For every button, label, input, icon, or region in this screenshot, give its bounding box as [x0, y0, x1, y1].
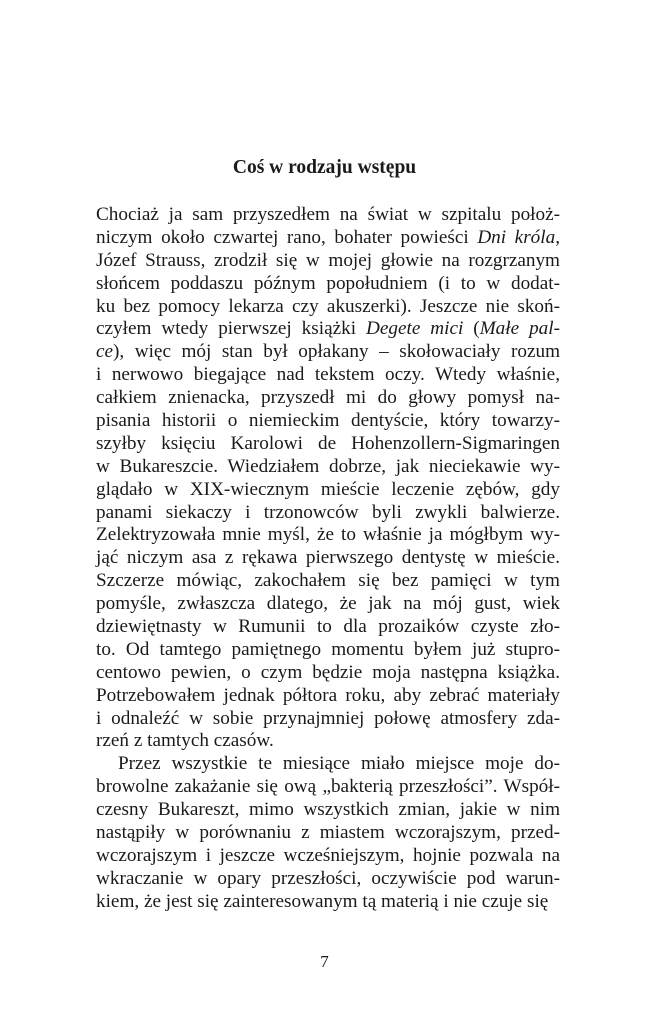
text-run: to. Od tamtego pamiętnego momentu byłem już stupro- — [96, 638, 560, 660]
text-line — [96, 227, 560, 250]
text-run: słońcem poddaszu późnym popołudniem (i to w dodat- — [96, 272, 560, 294]
text-run: nastąpiły w porównaniu z miastem wczorajszym, przed- — [96, 822, 560, 844]
italic-title: ce — [96, 341, 114, 363]
text-run: rzeń z tamtych czasów. — [96, 730, 274, 752]
text-run: szyłby księciu Karolowi de Hohenzollern-Sigmaringen — [96, 432, 560, 454]
text-line — [96, 502, 560, 525]
text-run: Chociaż ja sam przyszedłem na świat w szpitalu położ- — [96, 204, 560, 225]
page-number: 7 — [320, 952, 329, 971]
text-run: glądało w XIX-wiecznym mieście leczenie zębów, gdy — [96, 478, 560, 500]
text-line — [96, 318, 560, 341]
text-line — [96, 341, 560, 364]
text-run: niczym około czwartej rano, bohater powieści — [96, 226, 478, 248]
text-line — [96, 822, 560, 845]
text-line — [96, 479, 560, 502]
text-line — [96, 616, 560, 639]
text-run: centowo pewien, o czym będzie moja następna książka. — [96, 661, 560, 683]
italic-title: Degete mici — [366, 318, 464, 340]
text-run: ), więc mój stan był opłakany – skołowaciały rozum — [113, 341, 560, 363]
text-run: dziewiętnasty w Rumunii to dla prozaików czyste zło- — [96, 616, 560, 638]
text-line — [96, 547, 560, 570]
text-run: wczorajszym i jeszcze wcześniejszym, hojnie pozwala na — [96, 844, 560, 866]
text-line — [96, 708, 560, 731]
text-run: Potrzebowałem jednak półtora roku, aby zebrać materiały — [96, 684, 560, 706]
text-line — [96, 730, 560, 753]
text-line — [96, 845, 560, 868]
text-run: Zelektryzowała mnie myśl, że to właśnie ja mógłbym wy- — [96, 524, 560, 546]
body-text — [96, 204, 560, 914]
text-line — [96, 891, 560, 914]
text-run: kiem, że jest się zainteresowanym tą materią i nie czuje się — [96, 890, 549, 912]
text-line — [96, 364, 560, 387]
text-line — [96, 639, 560, 662]
text-run: w Bukareszcie. Wiedziałem dobrze, jak nieciekawie wy- — [96, 455, 560, 477]
text-line — [96, 662, 560, 685]
paragraph — [96, 753, 560, 913]
text-line — [96, 250, 560, 273]
text-run: browolne zakażanie się ową „bakterią przeszłości”. Współ- — [96, 776, 560, 798]
text-line — [96, 433, 560, 456]
chapter-heading: Coś w rodzaju wstępu — [232, 157, 417, 178]
text-run: Przez wszystkie te miesiące miało miejsce moje do- — [118, 753, 560, 775]
text-run: i nerwowo biegające nad tekstem oczy. Wtedy właśnie, — [96, 364, 560, 386]
text-line — [96, 387, 560, 410]
text-run: panami siekaczy i trzonowców byli zwykli balwierze. — [96, 501, 560, 523]
text-run: pisania historii o niemieckim dentyście, który towarzy- — [96, 410, 560, 432]
text-run: Szczerze mówiąc, zakochałem się bez pamięci w tym — [96, 570, 560, 592]
italic-title: Małe pal- — [479, 318, 560, 340]
text-run: jąć niczym asa z rękawa pierwszego dentystę w mieście. — [96, 547, 560, 569]
text-run: całkiem znienacka, przyszedł mi do głowy pomysł na- — [96, 387, 560, 409]
paragraph — [96, 204, 560, 753]
text-line — [96, 410, 560, 433]
text-line — [96, 753, 560, 776]
text-line — [96, 776, 560, 799]
text-line — [96, 524, 560, 547]
text-run: wkraczanie w opary przeszłości, oczywiście pod warun- — [96, 867, 560, 889]
text-run: czesny Bukareszt, mimo wszystkich zmian, jakie w nim — [96, 799, 560, 821]
text-run: czyłem wtedy pierwszej książki — [96, 318, 366, 340]
text-run: pomyśle, zwłaszcza dlatego, że jak na mój gust, wiek — [96, 593, 560, 615]
text-line — [96, 868, 560, 891]
text-line — [96, 204, 560, 227]
text-run: i odnaleźć w sobie przynajmniej połowę atmosfery zda- — [96, 707, 560, 729]
text-run: , — [555, 226, 560, 248]
text-line — [96, 273, 560, 296]
text-line — [96, 570, 560, 593]
italic-title: Dni króla — [477, 226, 556, 248]
text-run: ku bez pomocy lekarza czy akuszerki). Jeszcze nie skoń- — [96, 295, 560, 317]
text-line — [96, 593, 560, 616]
text-line — [96, 685, 560, 708]
text-line — [96, 456, 560, 479]
text-line — [96, 799, 560, 822]
text-line — [96, 296, 560, 319]
text-run: ( — [463, 318, 480, 340]
text-run: Józef Strauss, zrodził się w mojej głowie na rozgrzanym — [96, 249, 560, 271]
